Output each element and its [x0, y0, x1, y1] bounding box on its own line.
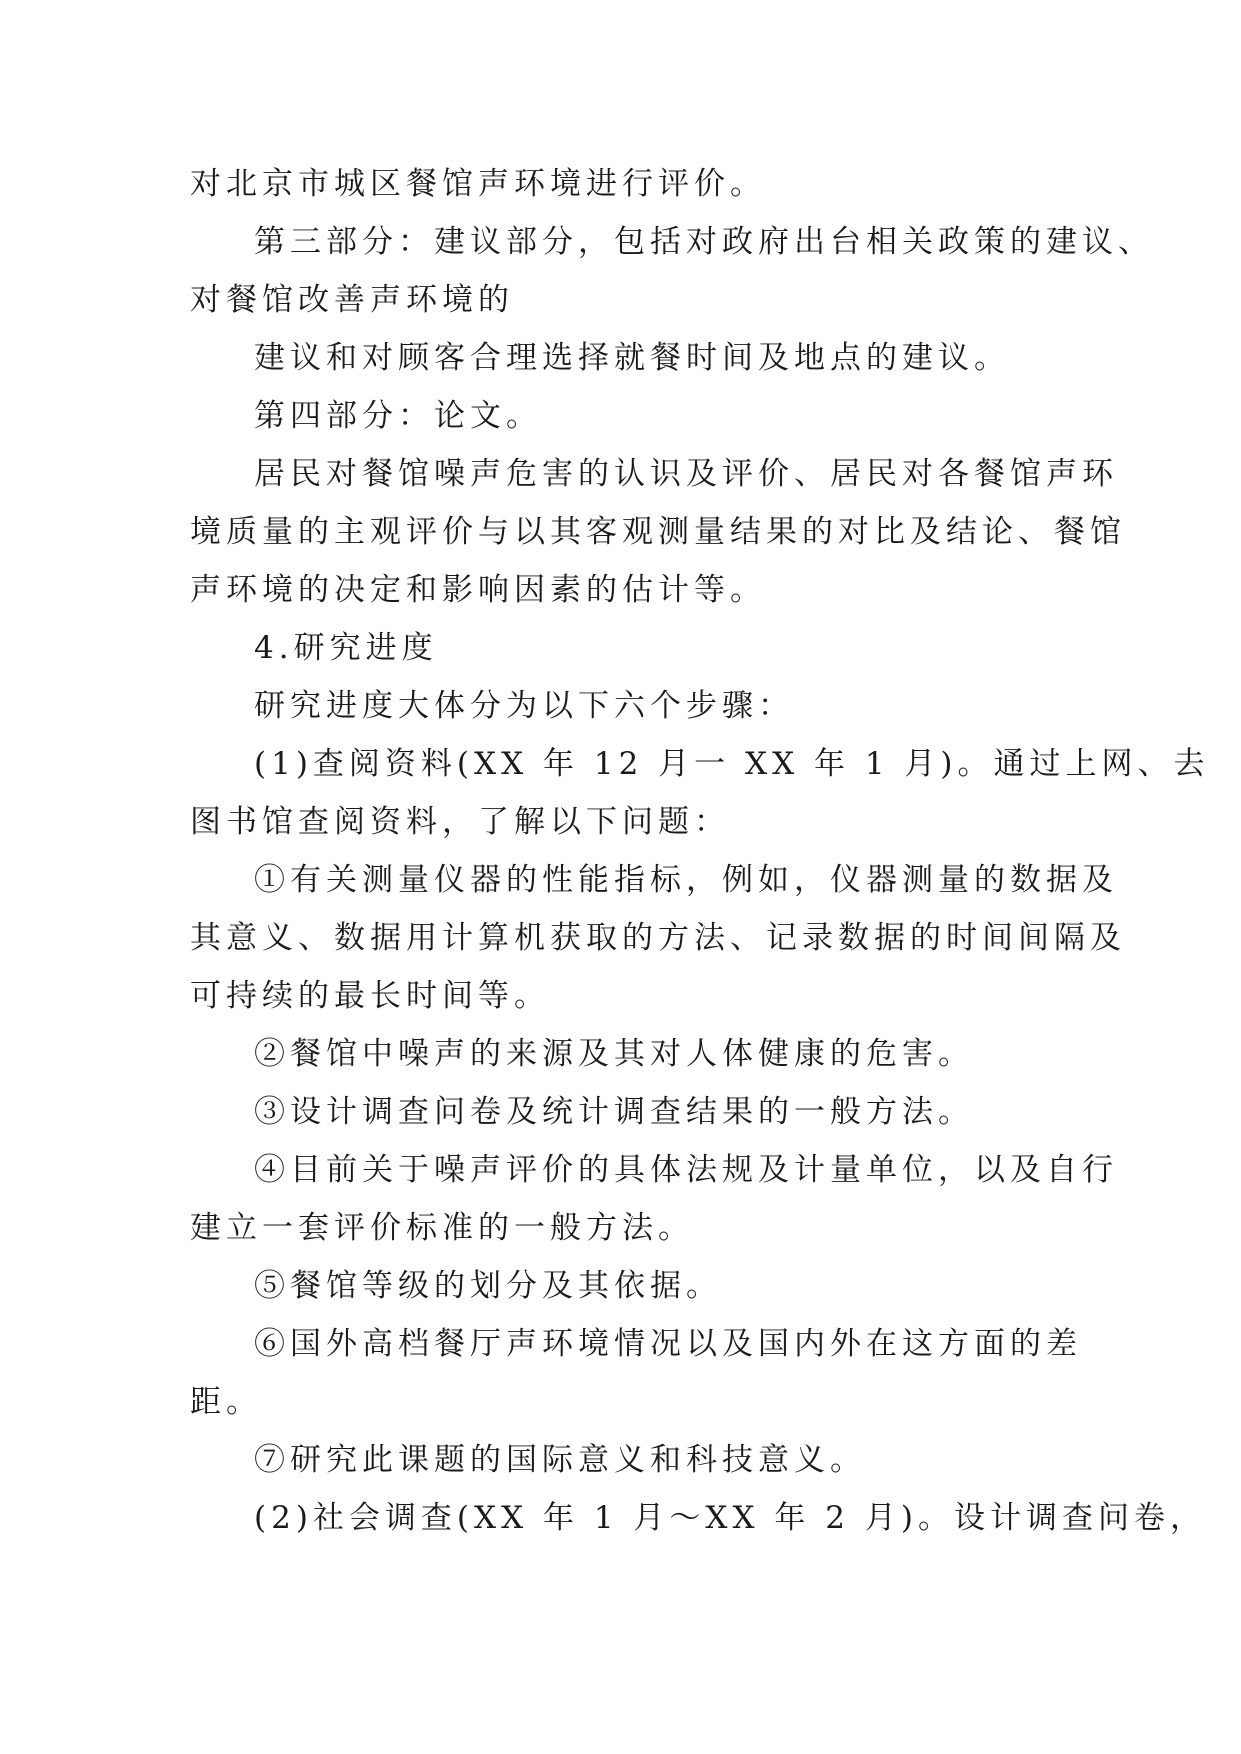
- text-line: 距。: [190, 1384, 262, 1420]
- text-line: 第四部分：论文。: [254, 398, 542, 434]
- text-line: ①有关测量仪器的性能指标，例如，仪器测量的数据及: [254, 862, 1118, 898]
- section-heading: 4.研究进度: [254, 630, 438, 666]
- text-line: 居民对餐馆噪声危害的认识及评价、居民对各餐馆声环: [254, 456, 1118, 492]
- text-line: 第三部分：建议部分，包括对政府出台相关政策的建议、: [254, 224, 1154, 260]
- text-line: ⑤餐馆等级的划分及其依据。: [254, 1268, 722, 1304]
- text-line: 境质量的主观评价与以其客观测量结果的对比及结论、餐馆: [190, 514, 1126, 550]
- text-line: ③设计调查问卷及统计调查结果的一般方法。: [254, 1094, 974, 1130]
- text-line: 声环境的决定和影响因素的估计等。: [190, 572, 766, 608]
- text-line: ⑥国外高档餐厅声环境情况以及国内外在这方面的差: [254, 1326, 1082, 1362]
- text-line: (1)查阅资料(XX 年 12 月一 XX 年 1 月)。通过上网、去: [254, 746, 1210, 782]
- text-line: 对北京市城区餐馆声环境进行评价。: [190, 166, 766, 202]
- text-line: 对餐馆改善声环境的: [190, 282, 514, 318]
- text-line: 建立一套评价标准的一般方法。: [190, 1210, 694, 1246]
- text-line: ②餐馆中噪声的来源及其对人体健康的危害。: [254, 1036, 974, 1072]
- text-line: 研究进度大体分为以下六个步骤：: [254, 688, 794, 724]
- text-line: 可持续的最长时间等。: [190, 978, 550, 1014]
- text-line: ⑦研究此课题的国际意义和科技意义。: [254, 1442, 866, 1478]
- text-line: 图书馆查阅资料，了解以下问题：: [190, 804, 730, 840]
- text-line: 其意义、数据用计算机获取的方法、记录数据的时间间隔及: [190, 920, 1126, 956]
- text-line: (2)社会调查(XX 年 1 月～XX 年 2 月)。设计调查问卷，: [254, 1500, 1206, 1536]
- text-line: 建议和对顾客合理选择就餐时间及地点的建议。: [254, 340, 1010, 376]
- text-line: ④目前关于噪声评价的具体法规及计量单位，以及自行: [254, 1152, 1118, 1188]
- document-body: [190, 155, 1210, 1547]
